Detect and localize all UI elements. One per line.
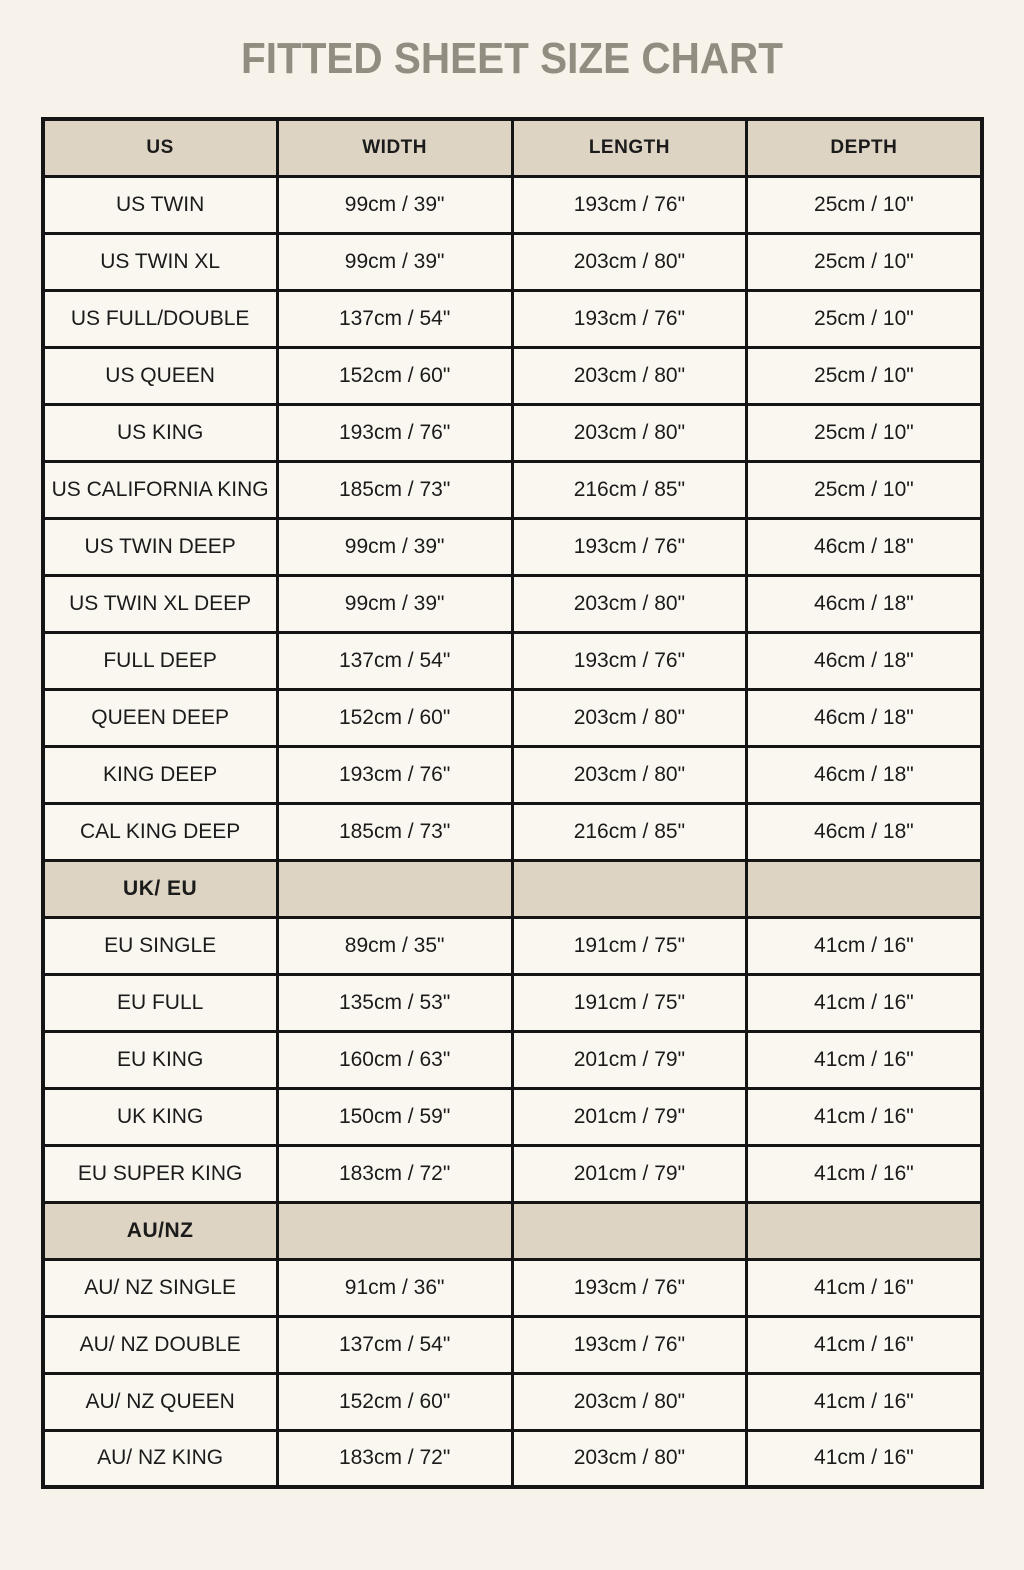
column-header-length: LENGTH: [512, 119, 747, 176]
size-name-cell: US QUEEN: [43, 347, 278, 404]
size-name-cell: AU/ NZ KING: [43, 1430, 278, 1487]
table-row: [43, 1031, 982, 1088]
width-cell: 137cm / 54": [277, 290, 512, 347]
table-row: [43, 233, 982, 290]
length-cell: 203cm / 80": [512, 689, 747, 746]
depth-cell: 41cm / 16": [747, 1316, 982, 1373]
length-cell: 201cm / 79": [512, 1031, 747, 1088]
depth-cell: 46cm / 18": [747, 575, 982, 632]
width-cell: 183cm / 72": [277, 1145, 512, 1202]
table-row: [43, 347, 982, 404]
width-cell: 152cm / 60": [277, 347, 512, 404]
length-cell: 193cm / 76": [512, 632, 747, 689]
table-row: [43, 974, 982, 1031]
column-header-width: WIDTH: [277, 119, 512, 176]
length-cell: 203cm / 80": [512, 347, 747, 404]
table-row: [43, 917, 982, 974]
table-row: [43, 290, 982, 347]
length-cell: 216cm / 85": [512, 803, 747, 860]
section-header-empty-cell: [747, 860, 982, 917]
width-cell: 160cm / 63": [277, 1031, 512, 1088]
length-cell: 201cm / 79": [512, 1145, 747, 1202]
depth-cell: 41cm / 16": [747, 917, 982, 974]
width-cell: 99cm / 39": [277, 575, 512, 632]
depth-cell: 41cm / 16": [747, 1031, 982, 1088]
width-cell: 185cm / 73": [277, 461, 512, 518]
size-name-cell: US KING: [43, 404, 278, 461]
depth-cell: 25cm / 10": [747, 404, 982, 461]
size-name-cell: US TWIN XL: [43, 233, 278, 290]
section-header-row: [43, 1202, 982, 1259]
width-cell: 150cm / 59": [277, 1088, 512, 1145]
table-row: [43, 518, 982, 575]
size-name-cell: QUEEN DEEP: [43, 689, 278, 746]
section-header-empty-cell: [747, 1202, 982, 1259]
length-cell: 193cm / 76": [512, 1316, 747, 1373]
length-cell: 191cm / 75": [512, 917, 747, 974]
width-cell: 185cm / 73": [277, 803, 512, 860]
table-row: [43, 1088, 982, 1145]
width-cell: 137cm / 54": [277, 632, 512, 689]
size-name-cell: EU KING: [43, 1031, 278, 1088]
table-row: [43, 1145, 982, 1202]
width-cell: 152cm / 60": [277, 1373, 512, 1430]
table-row: [43, 632, 982, 689]
depth-cell: 41cm / 16": [747, 1088, 982, 1145]
length-cell: 203cm / 80": [512, 1373, 747, 1430]
length-cell: 203cm / 80": [512, 746, 747, 803]
table-row: [43, 803, 982, 860]
section-header-empty-cell: [512, 860, 747, 917]
table-row: [43, 1259, 982, 1316]
depth-cell: 25cm / 10": [747, 461, 982, 518]
depth-cell: 46cm / 18": [747, 518, 982, 575]
column-header-us: US: [43, 119, 278, 176]
size-name-cell: US TWIN DEEP: [43, 518, 278, 575]
depth-cell: 41cm / 16": [747, 1145, 982, 1202]
page-title: FITTED SHEET SIZE CHART: [241, 34, 783, 83]
size-name-cell: US TWIN XL DEEP: [43, 575, 278, 632]
width-cell: 99cm / 39": [277, 518, 512, 575]
depth-cell: 25cm / 10": [747, 347, 982, 404]
length-cell: 193cm / 76": [512, 290, 747, 347]
width-cell: 193cm / 76": [277, 746, 512, 803]
depth-cell: 25cm / 10": [747, 176, 982, 233]
column-header-depth: DEPTH: [747, 119, 982, 176]
length-cell: 193cm / 76": [512, 176, 747, 233]
depth-cell: 41cm / 16": [747, 1259, 982, 1316]
width-cell: 89cm / 35": [277, 917, 512, 974]
depth-cell: 41cm / 16": [747, 974, 982, 1031]
table-row: [43, 1373, 982, 1430]
section-header-label: UK/ EU: [43, 860, 278, 917]
width-cell: 193cm / 76": [277, 404, 512, 461]
depth-cell: 46cm / 18": [747, 803, 982, 860]
table-row: [43, 1316, 982, 1373]
size-name-cell: KING DEEP: [43, 746, 278, 803]
size-name-cell: UK KING: [43, 1088, 278, 1145]
size-name-cell: US FULL/DOUBLE: [43, 290, 278, 347]
length-cell: 203cm / 80": [512, 575, 747, 632]
size-name-cell: US TWIN: [43, 176, 278, 233]
table-header: [43, 119, 982, 176]
size-name-cell: EU SUPER KING: [43, 1145, 278, 1202]
length-cell: 193cm / 76": [512, 518, 747, 575]
size-name-cell: AU/ NZ DOUBLE: [43, 1316, 278, 1373]
depth-cell: 25cm / 10": [747, 233, 982, 290]
table-row: [43, 575, 982, 632]
width-cell: 91cm / 36": [277, 1259, 512, 1316]
depth-cell: 41cm / 16": [747, 1373, 982, 1430]
width-cell: 152cm / 60": [277, 689, 512, 746]
size-chart-table: [41, 117, 984, 1489]
width-cell: 137cm / 54": [277, 1316, 512, 1373]
depth-cell: 46cm / 18": [747, 746, 982, 803]
size-name-cell: US CALIFORNIA KING: [43, 461, 278, 518]
section-header-label: AU/NZ: [43, 1202, 278, 1259]
table-row: [43, 404, 982, 461]
width-cell: 99cm / 39": [277, 176, 512, 233]
section-header-row: [43, 860, 982, 917]
size-name-cell: AU/ NZ SINGLE: [43, 1259, 278, 1316]
depth-cell: 41cm / 16": [747, 1430, 982, 1487]
size-name-cell: AU/ NZ QUEEN: [43, 1373, 278, 1430]
section-header-empty-cell: [277, 860, 512, 917]
depth-cell: 46cm / 18": [747, 632, 982, 689]
depth-cell: 25cm / 10": [747, 290, 982, 347]
table-row: [43, 176, 982, 233]
length-cell: 203cm / 80": [512, 233, 747, 290]
table-row: [43, 746, 982, 803]
length-cell: 203cm / 80": [512, 404, 747, 461]
size-name-cell: CAL KING DEEP: [43, 803, 278, 860]
table-row: [43, 689, 982, 746]
length-cell: 216cm / 85": [512, 461, 747, 518]
column-header-row: [43, 119, 982, 176]
length-cell: 201cm / 79": [512, 1088, 747, 1145]
length-cell: 191cm / 75": [512, 974, 747, 1031]
length-cell: 203cm / 80": [512, 1430, 747, 1487]
depth-cell: 46cm / 18": [747, 689, 982, 746]
size-name-cell: FULL DEEP: [43, 632, 278, 689]
length-cell: 193cm / 76": [512, 1259, 747, 1316]
section-header-empty-cell: [277, 1202, 512, 1259]
size-name-cell: EU FULL: [43, 974, 278, 1031]
table-row: [43, 1430, 982, 1487]
width-cell: 99cm / 39": [277, 233, 512, 290]
table-row: [43, 461, 982, 518]
width-cell: 183cm / 72": [277, 1430, 512, 1487]
size-name-cell: EU SINGLE: [43, 917, 278, 974]
section-header-empty-cell: [512, 1202, 747, 1259]
width-cell: 135cm / 53": [277, 974, 512, 1031]
table-body: [43, 176, 982, 1487]
